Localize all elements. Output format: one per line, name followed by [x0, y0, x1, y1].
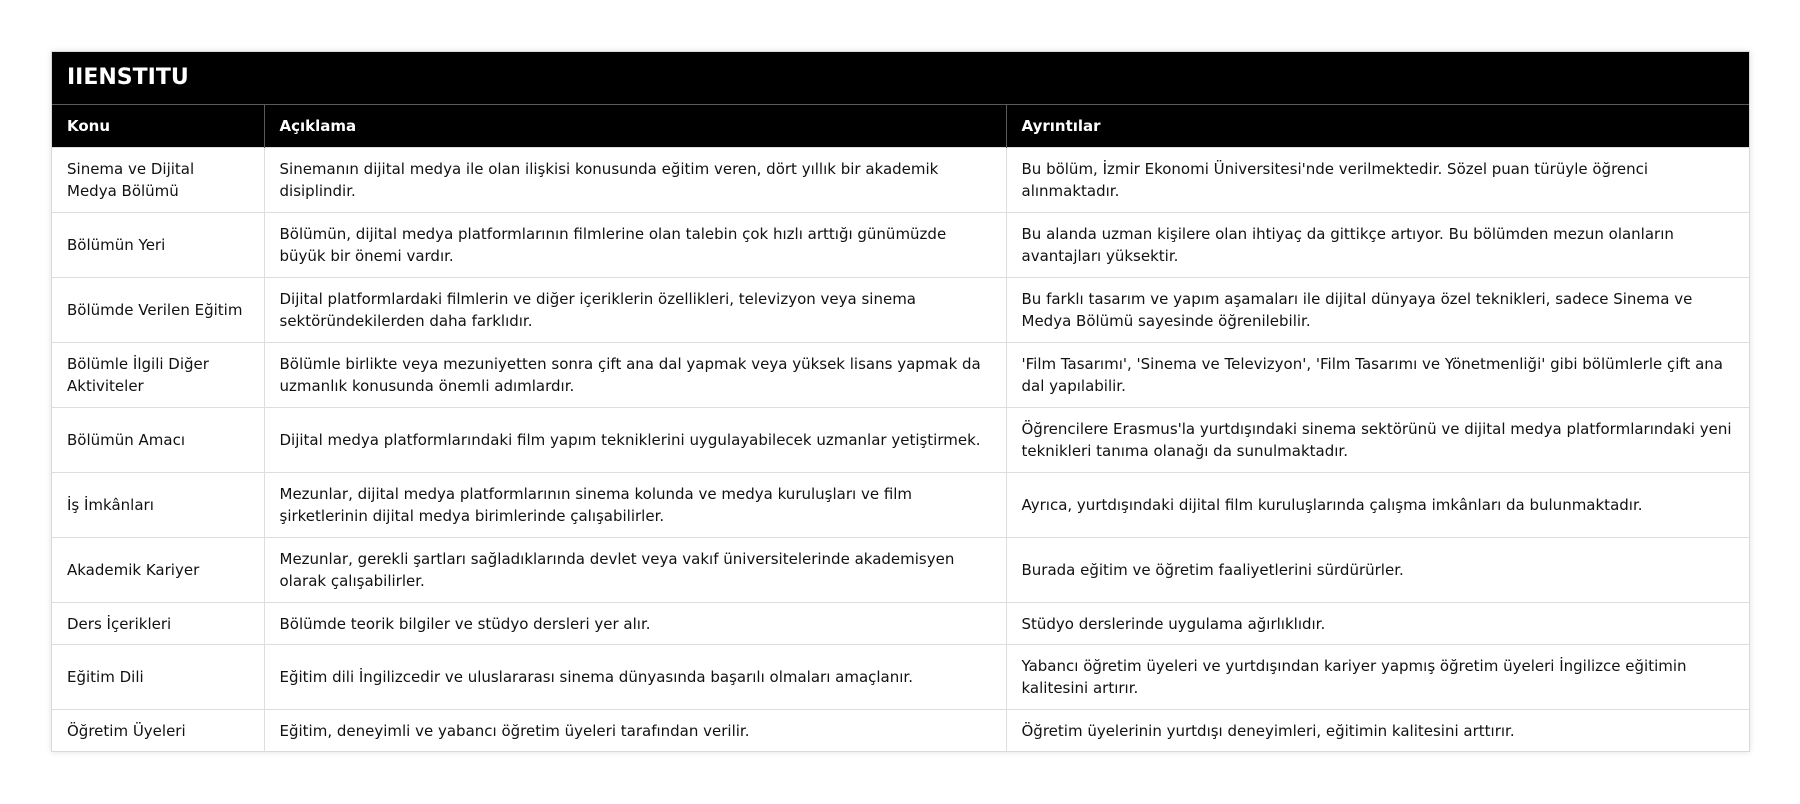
cell-aciklama: Bölümle birlikte veya mezuniyetten sonra çift ana dal yapmak veya yüksek lisans yapmak da uzmanlık konusunda önemli adımlardır. — [264, 343, 1006, 408]
cell-aciklama: Bölümün, dijital medya platformlarının filmlerine olan talebin çok hızlı arttığı günümüzde büyük bir önemi vardır. — [264, 213, 1006, 278]
cell-ayrintilar: 'Film Tasarımı', 'Sinema ve Televizyon', 'Film Tasarımı ve Yönetmenliği' gibi bölümlerle çift ana dal yapılabilir. — [1006, 343, 1749, 408]
cell-konu: Bölümün Yeri — [52, 213, 264, 278]
cell-konu: Ders İçerikleri — [52, 603, 264, 645]
table-title: IIENSTITU — [52, 52, 1749, 105]
cell-aciklama: Mezunlar, gerekli şartları sağladıklarında devlet veya vakıf üniversitelerinde akademisyen olarak çalışabilirler. — [264, 538, 1006, 603]
table-header-row — [52, 105, 1749, 148]
cell-konu: Bölümde Verilen Eğitim — [52, 278, 264, 343]
column-header-konu: Konu — [52, 105, 264, 148]
cell-ayrintilar: Bu alanda uzman kişilere olan ihtiyaç da gittikçe artıyor. Bu bölümden mezun olanların avantajları yüksektir. — [1006, 213, 1749, 278]
cell-aciklama: Dijital platformlardaki filmlerin ve diğer içeriklerin özellikleri, televizyon veya sinema sektöründekilerden daha farklıdır. — [264, 278, 1006, 343]
cell-ayrintilar: Bu bölüm, İzmir Ekonomi Üniversitesi'nde verilmektedir. Sözel puan türüyle öğrenci alınmaktadır. — [1006, 148, 1749, 213]
column-header-ayrintilar: Ayrıntılar — [1006, 105, 1749, 148]
cell-konu: Eğitim Dili — [52, 645, 264, 710]
column-header-aciklama: Açıklama — [264, 105, 1006, 148]
cell-ayrintilar: Bu farklı tasarım ve yapım aşamaları ile dijital dünyaya özel teknikleri, sadece Sinema ve Medya Bölümü sayesinde öğrenilebilir. — [1006, 278, 1749, 343]
cell-aciklama: Eğitim, deneyimli ve yabancı öğretim üyeleri tarafından verilir. — [264, 710, 1006, 752]
table-row — [52, 710, 1749, 752]
table-row — [52, 538, 1749, 603]
cell-ayrintilar: Öğretim üyelerinin yurtdışı deneyimleri, eğitimin kalitesini arttırır. — [1006, 710, 1749, 752]
table-row — [52, 603, 1749, 645]
cell-ayrintilar: Burada eğitim ve öğretim faaliyetlerini sürdürürler. — [1006, 538, 1749, 603]
cell-aciklama: Eğitim dili İngilizcedir ve uluslararası sinema dünyasında başarılı olmaları amaçlanır. — [264, 645, 1006, 710]
table-row — [52, 473, 1749, 538]
cell-aciklama: Mezunlar, dijital medya platformlarının sinema kolunda ve medya kuruluşları ve film şirketlerinin dijital medya birimlerinde çalışabilirler. — [264, 473, 1006, 538]
cell-konu: İş İmkânları — [52, 473, 264, 538]
cell-ayrintilar: Ayrıca, yurtdışındaki dijital film kuruluşlarında çalışma imkânları da bulunmaktadır. — [1006, 473, 1749, 538]
table-row — [52, 213, 1749, 278]
table-row — [52, 278, 1749, 343]
info-table — [52, 105, 1749, 751]
info-table-card — [51, 51, 1750, 752]
cell-konu: Bölümün Amacı — [52, 408, 264, 473]
cell-aciklama: Sinemanın dijital medya ile olan ilişkisi konusunda eğitim veren, dört yıllık bir akademik disiplindir. — [264, 148, 1006, 213]
cell-konu: Bölümle İlgili Diğer Aktiviteler — [52, 343, 264, 408]
cell-ayrintilar: Öğrencilere Erasmus'la yurtdışındaki sinema sektörünü ve dijital medya platformlarındaki yeni teknikleri tanıma olanağı da sunulmaktadır. — [1006, 408, 1749, 473]
cell-konu: Öğretim Üyeleri — [52, 710, 264, 752]
cell-konu: Sinema ve Dijital Medya Bölümü — [52, 148, 264, 213]
table-row — [52, 148, 1749, 213]
cell-konu: Akademik Kariyer — [52, 538, 264, 603]
cell-ayrintilar: Yabancı öğretim üyeleri ve yurtdışından kariyer yapmış öğretim üyeleri İngilizce eğitimin kalitesini artırır. — [1006, 645, 1749, 710]
table-row — [52, 343, 1749, 408]
cell-aciklama: Bölümde teorik bilgiler ve stüdyo dersleri yer alır. — [264, 603, 1006, 645]
cell-aciklama: Dijital medya platformlarındaki film yapım tekniklerini uygulayabilecek uzmanlar yetiştirmek. — [264, 408, 1006, 473]
cell-ayrintilar: Stüdyo derslerinde uygulama ağırlıklıdır. — [1006, 603, 1749, 645]
table-row — [52, 645, 1749, 710]
table-row — [52, 408, 1749, 473]
